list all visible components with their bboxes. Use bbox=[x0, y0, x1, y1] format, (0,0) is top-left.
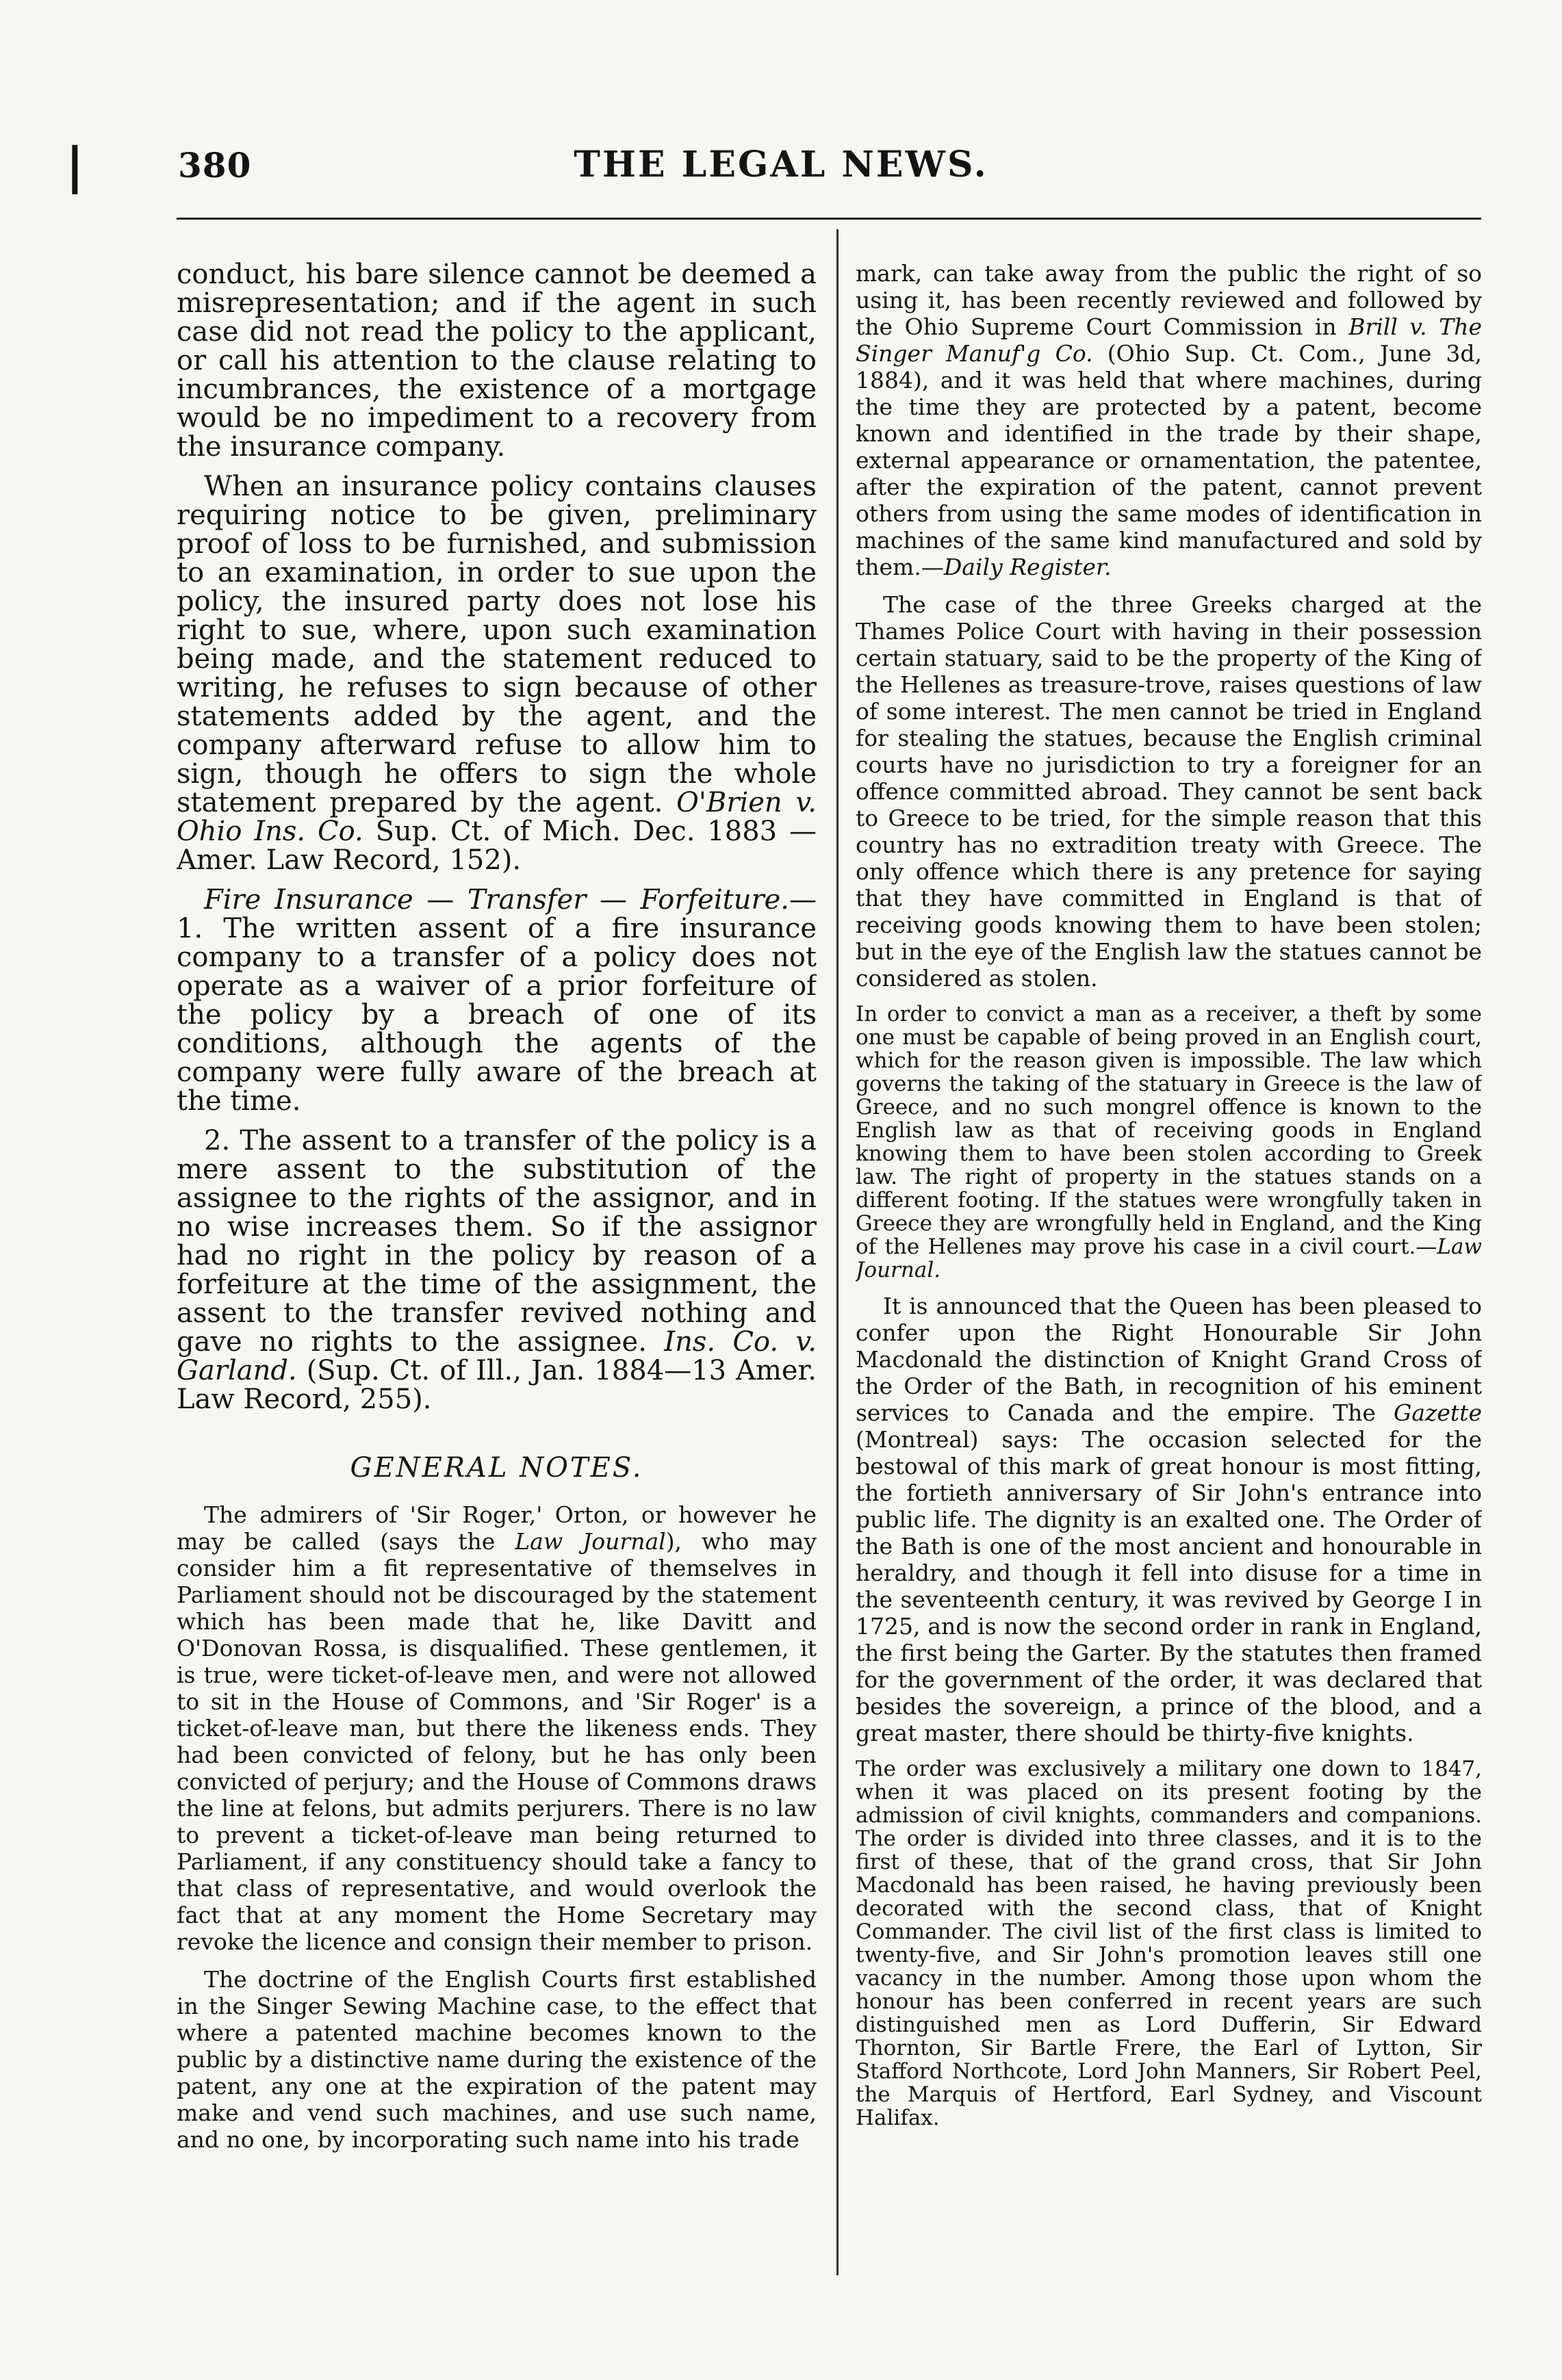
paragraph-text: The case of the three Greeks charged at the Thames Police Court with having in their possession certain statuary, said to be the property of the King of the Hellenes as treasure-trove, raises questions of law of some interest. The men cannot be tried in England for stealing the statues, because the English criminal courts have no jurisdiction to try a foreigner for an offence committed abroad. They cannot be sent back to Greece to be tried, for the simple reason that this country has no extradition treaty with Greece. The only offence which there is any pretence for saying that they have committed in England is that of receiving goods knowing them to have been stolen; but in the eye of the English law the statues cannot be considered as stolen. bbox=[856, 591, 1482, 992]
journal-title: THE LEGAL NEWS. bbox=[574, 144, 988, 185]
case-name: Ins. Co. v. Garland. bbox=[177, 1326, 817, 1386]
paragraph-assent bbox=[177, 1126, 817, 1414]
newspaper-name: Gazette bbox=[1393, 1399, 1482, 1426]
paragraph-text: 2. The assent to a transfer of the policy is a mere assent to the substitution of the assignee to the rights of the assignor, and in no wise increases them. So if the assignor had no right in the policy by reason of a forfeiture at the time of the assignment, the assent to the transfer revived nothing and gave no rights to the assignee. bbox=[177, 1125, 817, 1358]
source-name: Daily Register. bbox=[943, 554, 1112, 580]
page-number: 380 bbox=[178, 145, 252, 185]
paragraph-obrien bbox=[177, 472, 817, 875]
paragraph-continued: conduct, his bare silence cannot be deemed a misrepresentation; and if the agent in such case did not read the policy to the applicant, or call his attention to the clause relating to incumbrances, the existence of a mortgage would be no impediment to a recovery from the insurance company. bbox=[177, 260, 817, 463]
topic-heading: Fire Insurance — Transfer — Forfeiture. bbox=[204, 884, 789, 916]
paragraph-text: —1. The written assent of a fire insurance company to a transfer of a policy does not operate as a waiver of a prior forfeiture of the policy by a breach of one of its conditions, although the agents of the company were fully aware of the breach at the time. bbox=[177, 884, 817, 1117]
source-name: Law Journal. bbox=[856, 1234, 1482, 1282]
paragraph-text: mark, can take away from the public the right of so using it, has been recently reviewed and followed by the Ohio Supreme Court Commission in bbox=[856, 260, 1482, 340]
paragraph-text: ), who may consider him a fit representative of themselves in Parliament should not be discouraged by the statement which has been made that he, like Davitt and O'Donovan Rossa, is disqualified. These gentlemen, it is true, were ticket-of-leave men, and were not allowed to sit in the House of Commons, and 'Sir Roger' is a ticket-of-leave man, but there the likeness ends. They had been convicted of felony, but he has only been convicted of perjury; and the House of Commons draws the line at felons, but admits perjurers. There is no law to prevent a ticket-of-leave man being returned to Parliament, if any constituency should take a fancy to that class of representative, and would overlook the fact that at any moment the Home Secretary may revoke the licence and consign their member to prison. bbox=[177, 1528, 817, 1955]
header-rule bbox=[177, 218, 1481, 220]
paragraph-macdonald bbox=[856, 1293, 1482, 1746]
paragraph-text: In order to convict a man as a receiver, a theft by some one must be capable of being proved in an English court, which for the reason given is impossible. The law which governs the taking of the statuary in Greece is the law of Greece, and no such mongrel offence is known to the English law as that of receiving goods in England knowing them to have been stolen according to Greek law. The right of property in the statues stands on a different footing. If the statues were wrongfully taken in Greece they are wrongfully held in England, and the King of the Hellenes may prove his case in a civil court.— bbox=[856, 1002, 1482, 1259]
paragraph-text: It is announced that the Queen has been pleased to confer upon the Right Honourable Sir John Macdonald the distinction of Knight Grand Cross of the Order of the Bath, in recognition of his eminent services to Canada and the empire. The bbox=[856, 1293, 1482, 1426]
paragraph-text: (Ohio Sup. Ct. Com., June 3d, 1884), and it was held that where machines, during the time they are protected by a patent, become known and identified in the trade by their shape, external appearance or ornamentation, the patentee, after the expiration of the patent, cannot prevent others from using the same modes of identification in machines of the same kind manufactured and sold by them.— bbox=[856, 340, 1482, 580]
paragraph-macdonald-small: The order was exclusively a military one down to 1847, when it was placed on its present footing by the admission of civil knights, commanders and companions. The order is divided into three classes, and it is to the first of these, that of the grand cross, that Sir John Macdonald has been raised, he having previously been decorated with the second class, that of Knight Commander. The civil list of the first class is limited to twenty-five, and Sir John's promotion leaves still one vacancy in the number. Among those upon whom the honour has been conferred in recent years are such distinguished men as Lord Dufferin, Sir Edward Thornton, Sir Bartle Frere, the Earl of Lytton, Sir Stafford Northcote, Lord John Manners, Sir Robert Peel, the Marquis of Hertford, Earl Sydney, and Viscount Halifax. bbox=[856, 1757, 1482, 2130]
case-citation: (Sup. Ct. of Ill., Jan. 1884—13 Amer. Law Record, 255). bbox=[177, 1355, 817, 1415]
paragraph-singer: The doctrine of the English Courts first established in the Singer Sewing Machine case, to the effect that where a patented machine becomes known to the public by a distinctive name during the existence of the patent, any one at the expiration of the patent may make and vend such machines, and use such name, and no one, by incorporating such name into his trade bbox=[177, 1966, 817, 2153]
paragraph-greeks-small bbox=[856, 1003, 1482, 1282]
paragraph-sir-roger bbox=[177, 1501, 817, 1955]
right-column bbox=[856, 260, 1482, 2140]
paragraph-text: (Montreal) says: The occasion selected for the bestowal of this mark of great honour is most fitting, the fortieth anniversary of Sir John's entrance into public life. The dignity is an exalted one. The Order of the Bath is one of the most ancient and honourable in heraldry, and though it fell into disuse for a time in the seventeenth century, it was revived by George I in 1725, and is now the second order in rank in England, the first being the Garter. By the statutes then framed for the government of the order, it was declared that besides the sovereign, a prince of the blood, and a great master, there should be thirty-five knights. bbox=[856, 1426, 1482, 1746]
section-heading: GENERAL NOTES. bbox=[350, 1452, 643, 1484]
page-header bbox=[0, 0, 1562, 219]
left-column bbox=[177, 260, 817, 2164]
column-divider bbox=[836, 229, 838, 2275]
paragraph-text: The admirers of 'Sir Roger,' Orton, or however he may be called (says the bbox=[177, 1501, 817, 1555]
paragraph-brill bbox=[856, 260, 1482, 580]
paragraph-text: When an insurance policy contains clauses requiring notice to be given, preliminary proof of loss to be furnished, and submission to an examination, in order to sue upon the policy, the insured party does not lose his right to sue, where, upon such examination being made, and the statement reduced to writing, he refuses to sign because of other statements added by the agent, and the company afterward refuse to allow him to sign, though he offers to sign the whole statement prepared by the agent. bbox=[177, 471, 817, 818]
case-name: O'Brien v. Ohio Ins. Co. bbox=[177, 787, 817, 847]
journal-name: Law Journal bbox=[515, 1528, 666, 1555]
case-citation: Sup. Ct. of Mich. Dec. 1883 —Amer. Law Record, 152). bbox=[177, 816, 817, 876]
case-name: Brill v. The Singer Manuf'g Co. bbox=[856, 313, 1482, 367]
paragraph-greeks bbox=[856, 591, 1482, 992]
paragraph-fire-insurance bbox=[177, 885, 817, 1115]
margin-mark: ❘ bbox=[55, 137, 95, 194]
